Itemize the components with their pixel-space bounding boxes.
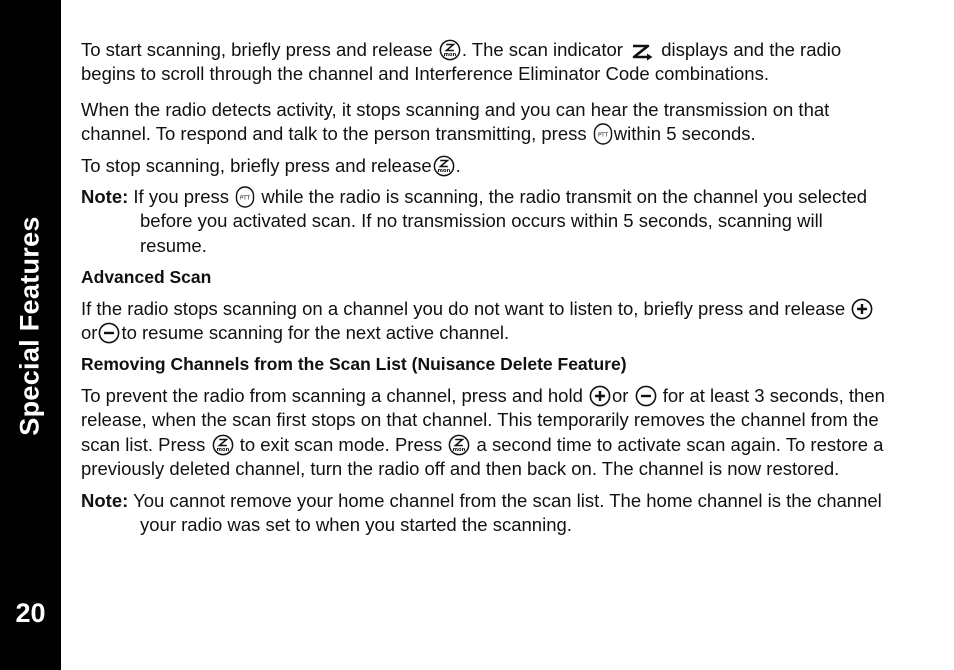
svg-text:mon: mon [216, 446, 229, 453]
plus-button-icon [851, 298, 873, 320]
ptt-button-icon [593, 123, 613, 145]
minus-button-icon [635, 385, 657, 407]
paragraph-nuisance-delete: To prevent the radio from scanning a channel, press and hold or for at least 3 seconds, then release, when the scan first stops on that channel. This temporarily removes the channel from the scan list. Press mon to exit scan mode. Press mon a second time to activate scan again. To restore a previously deleted channel, turn the radio off and then back on. The channel is now restored. [81, 384, 885, 480]
paragraph-activity-detected: When the radio detects activity, it stops scanning and you can hear the transmission on that channel. To respond and talk to the person transmitting, press PTT within 5 seconds. [81, 98, 830, 145]
minus-button-icon [98, 322, 120, 344]
scan-indicator-icon [629, 43, 655, 61]
paragraph-start-scanning: To start scanning, briefly press and release mon . The scan indicator displays and the radio begins to scroll through the channel and Interference Eliminator Code combinations. [81, 39, 842, 85]
svg-text:mon: mon [443, 51, 457, 58]
paragraph-stop-scanning: To stop scanning, briefly press and release mon . [81, 154, 461, 176]
page-content [81, 38, 887, 537]
scan-mon-button-icon [448, 434, 470, 456]
plus-button-icon [589, 385, 611, 407]
svg-text:mon: mon [453, 446, 466, 453]
ptt-button-icon [235, 186, 255, 208]
svg-text:mon: mon [437, 167, 451, 174]
scan-mon-button-icon [439, 39, 461, 61]
page-number: 20 [15, 598, 46, 628]
scan-mon-button-icon [212, 434, 234, 456]
svg-text:PTT: PTT [240, 195, 251, 202]
note-label: Note: [81, 489, 129, 511]
scan-mon-button-icon [433, 155, 455, 177]
section-title: Special Features [14, 216, 45, 436]
paragraph-advanced-scan: If the radio stops scanning on a channel you do not want to listen to, briefly press and release or to resume scanning for the next active channel. [81, 297, 887, 346]
svg-text:PTT: PTT [597, 132, 608, 139]
sidebar [0, 0, 61, 670]
note-ptt-while-scanning: Note: If you press PTT while the radio is scanning, the radio transmit on the channel you selected before you activated scan. If no transmission occurs within 5 seconds, scanning will resume. [81, 186, 868, 256]
note-home-channel: Note: You cannot remove your home channel from the scan list. The home channel is the channel your radio was set to when you started the scanning. [81, 489, 882, 535]
note-label: Note: [81, 186, 129, 208]
heading-advanced-scan: Advanced Scan [81, 267, 212, 288]
heading-nuisance-delete: Removing Channels from the Scan List (Nuisance Delete Feature) [81, 354, 627, 375]
